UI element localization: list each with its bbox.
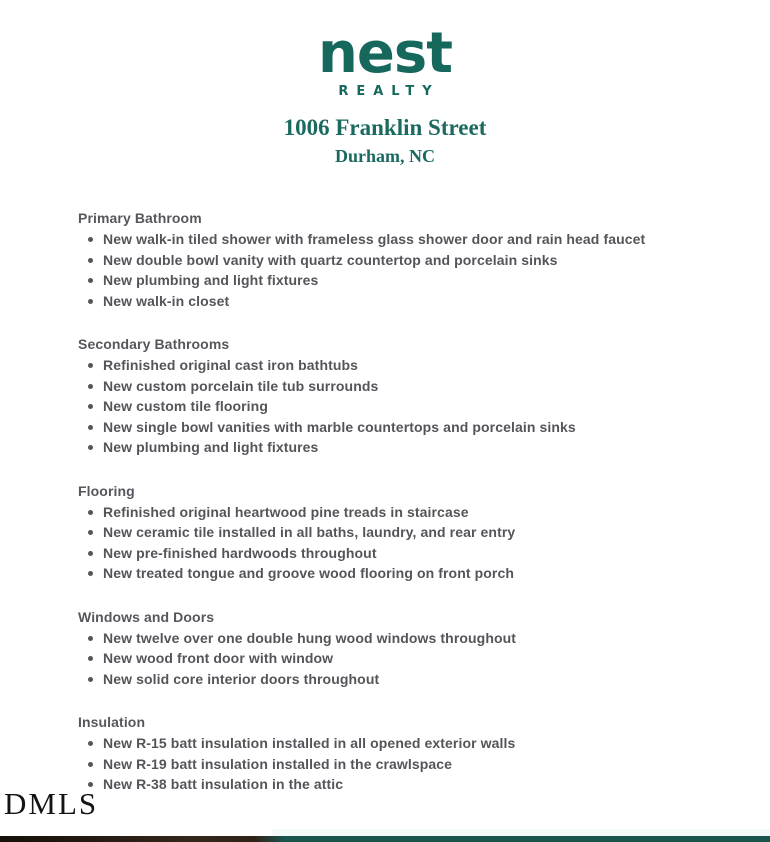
list-item (78, 396, 746, 417)
list-item (78, 376, 746, 397)
list-item-text: New pre-finished hardwoods throughout (103, 544, 377, 561)
section-title: Windows and Doors (78, 608, 215, 625)
list-item-text: New twelve over one double hung wood windows throughout (103, 629, 517, 646)
property-address: 1006 Franklin Street (283, 115, 487, 140)
bullet-icon (88, 530, 93, 535)
list-item-text: New custom porcelain tile tub surrounds (103, 377, 379, 394)
section-items (78, 502, 746, 584)
section-insulation (78, 711, 746, 795)
list-item (78, 502, 746, 523)
bullet-icon (88, 299, 93, 304)
page-edge-highlight (272, 829, 770, 836)
bullet-icon (88, 278, 93, 283)
list-item (78, 563, 746, 584)
list-item (78, 733, 746, 754)
list-item (78, 648, 746, 669)
bullet-icon (88, 656, 93, 661)
section-items (78, 355, 746, 458)
bullet-icon (88, 741, 93, 746)
list-item (78, 754, 746, 775)
section-items (78, 628, 746, 690)
nest-logo-tagline: REALTY (338, 84, 440, 99)
list-item (78, 774, 746, 795)
section-title: Insulation (78, 714, 146, 730)
list-item-text: New treated tongue and groove wood flooring on front porch (103, 565, 515, 581)
bullet-icon (88, 636, 93, 641)
section-items (78, 229, 746, 311)
property-city: Durham, NC (334, 146, 435, 166)
list-item-text: New plumbing and light fixtures (103, 439, 319, 455)
section-title: Flooring (78, 482, 135, 499)
list-item (78, 270, 746, 291)
section-title: Primary Bathroom (78, 210, 202, 226)
bullet-icon (88, 571, 93, 576)
list-item (78, 669, 746, 690)
nest-logo: nest (318, 21, 452, 86)
list-item (78, 229, 746, 250)
list-item (78, 543, 746, 564)
list-item (78, 417, 746, 438)
list-item-text: New plumbing and light fixtures (103, 272, 319, 288)
section-primary-bathroom (78, 207, 746, 311)
section-windows-and-doors (78, 606, 746, 690)
flyer-header (0, 21, 770, 167)
list-item-text: New single bowl vanities with marble countertops and porcelain sinks (103, 418, 576, 435)
list-item-text: New ceramic tile installed in all baths, laundry, and rear entry (103, 524, 516, 540)
list-item-text: New R-15 batt insulation installed in all opened exterior walls (103, 735, 516, 751)
bullet-icon (88, 258, 93, 263)
section-title: Secondary Bathrooms (78, 336, 230, 352)
list-item (78, 437, 746, 458)
bullet-icon (88, 551, 93, 556)
list-item (78, 522, 746, 543)
list-item-text: Refinished original heartwood pine treads in staircase (103, 503, 469, 520)
list-item-text: New solid core interior doors throughout (103, 670, 380, 687)
page-edge-bar (0, 836, 770, 842)
list-item-text: New R-19 batt insulation installed in the crawlspace (103, 755, 453, 772)
list-item-text: New custom tile flooring (103, 398, 268, 414)
list-item (78, 291, 746, 312)
bullet-icon (88, 445, 93, 450)
bullet-icon (88, 384, 93, 389)
bullet-icon (88, 677, 93, 682)
bullet-icon (88, 510, 93, 515)
section-secondary-bathrooms (78, 333, 746, 458)
list-item (78, 628, 746, 649)
list-item-text: Refinished original cast iron bathtubs (103, 357, 359, 373)
list-item-text: New wood front door with window (103, 650, 334, 666)
list-item (78, 250, 746, 271)
list-item (78, 355, 746, 376)
bullet-icon (88, 404, 93, 409)
section-items (78, 733, 746, 795)
renovation-list (78, 207, 746, 817)
list-item-text: New double bowl vanity with quartz countertop and porcelain sinks (103, 251, 558, 268)
list-item-text: New walk-in closet (103, 292, 230, 309)
bullet-icon (88, 237, 93, 242)
list-item-text: New walk-in tiled shower with frameless glass shower door and rain head faucet (103, 231, 646, 247)
section-flooring (78, 480, 746, 584)
bullet-icon (88, 762, 93, 767)
bullet-icon (88, 425, 93, 430)
list-item-text: New R-38 batt insulation in the attic (103, 776, 344, 792)
mls-watermark: DMLS (4, 786, 99, 821)
bullet-icon (88, 363, 93, 368)
